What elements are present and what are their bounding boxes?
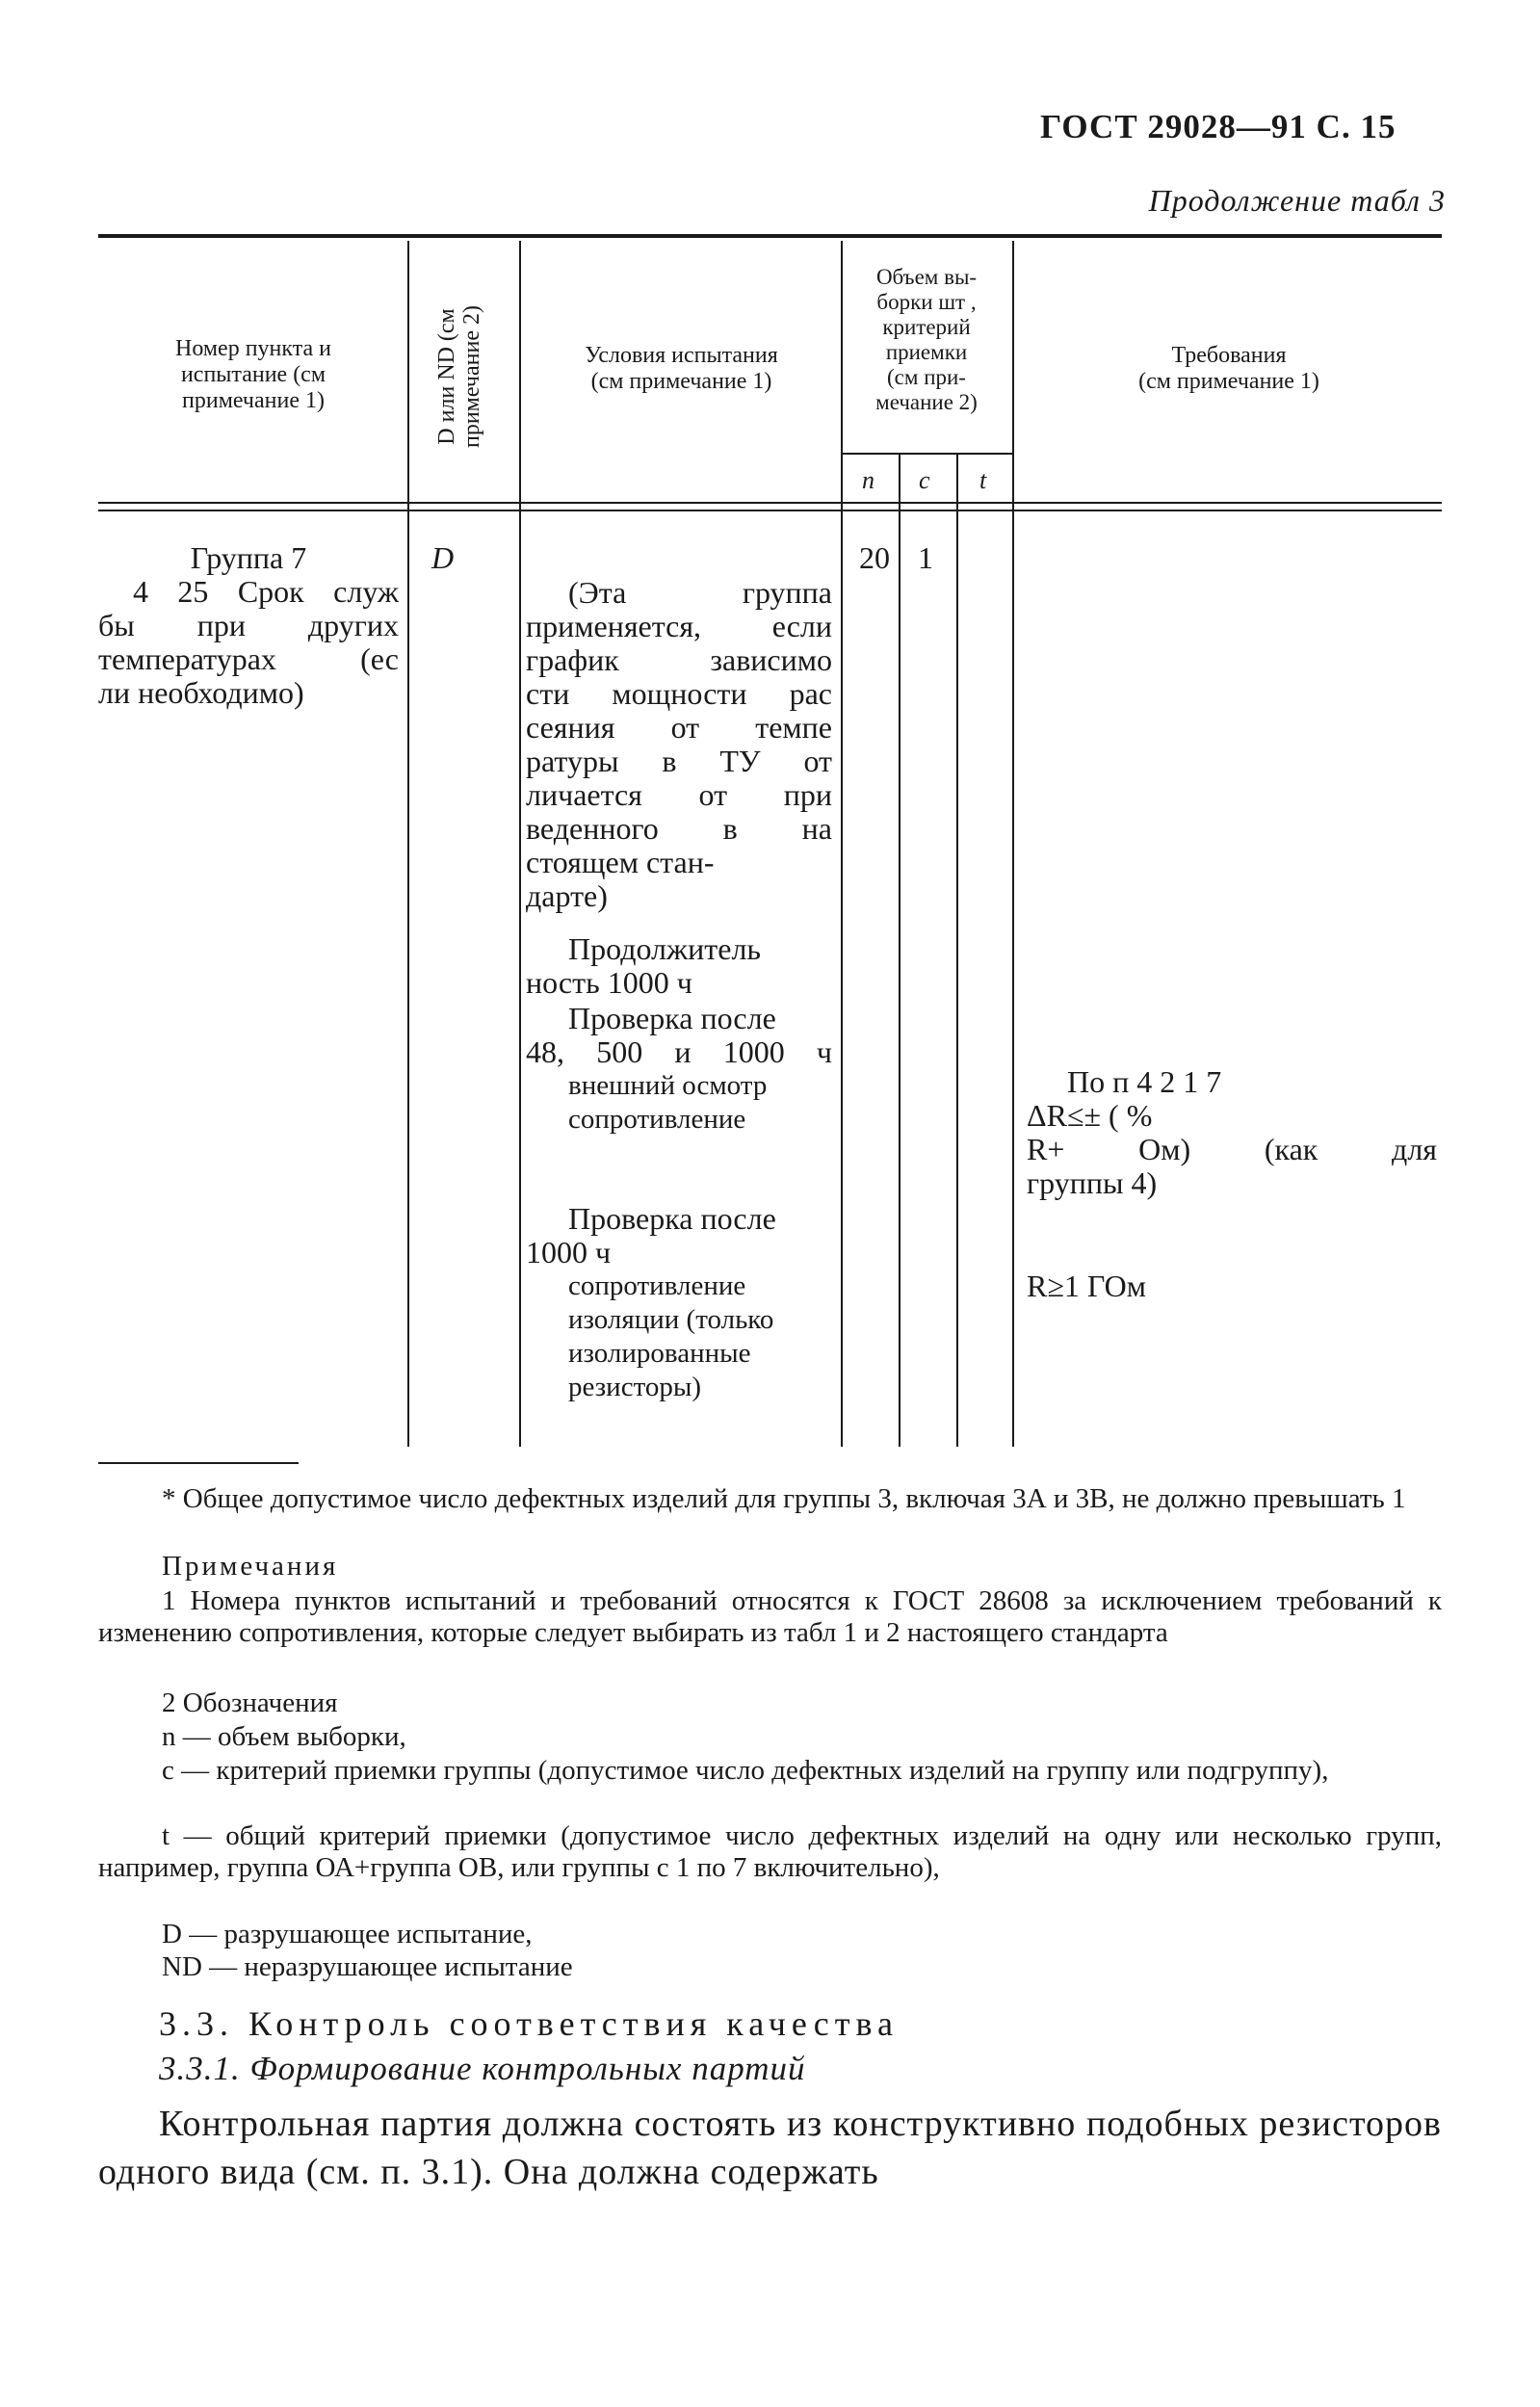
conditions-line: ность 1000 ч (526, 965, 692, 1000)
conditions-line: изоляции (только (568, 1304, 774, 1335)
conditions-line: Проверка после (568, 1001, 776, 1035)
col-header-sample-line: критерий (882, 315, 971, 339)
section-heading: 3.3. Контроль соответствия качества (159, 2004, 899, 2043)
col-header-item-line: испытание (см (180, 362, 326, 387)
conditions-line: Продолжитель (568, 931, 761, 966)
row-sample-c: 1 (918, 540, 933, 575)
conditions-line: дарте) (526, 878, 608, 913)
conditions-line: внешний осмотр (568, 1070, 768, 1101)
col-divider-c (956, 453, 958, 1447)
row-item-line: бы при других (98, 608, 399, 642)
col-header-requirements-line: Требования (1171, 343, 1287, 368)
sample-subheader-rule (841, 453, 1012, 455)
subsection-heading: 3.3.1. Формирование контрольных партий (159, 2050, 806, 2087)
requirements-line: По п 4 2 1 7 (1067, 1064, 1222, 1099)
row-requirements-resistance (1027, 1065, 1437, 1200)
note-2-c: c — критерий приемки группы (допустимое число дефектных изделий на группу или подгруппу), (162, 1755, 1329, 1786)
table-top-rule (98, 234, 1442, 238)
note-2-n: n — объем выборки, (162, 1721, 406, 1752)
col-header-dnd (434, 261, 492, 492)
col-header-item-line: примечание 1) (182, 388, 325, 413)
row-item-line: температурах (ес (98, 641, 399, 676)
conditions-line: 48, 500 и 1000 ч (526, 1034, 832, 1069)
note-2-nd: ND — неразрушающее испытание (162, 1951, 573, 1982)
col-divider-4 (1012, 241, 1014, 1447)
body-paragraph: Контрольная партия должна состоять из конструктивно подобных резисторов одного вида (см. п. 3.1). Она должна содержать (98, 2104, 1442, 2192)
col-header-sample-line: приемки (885, 340, 968, 364)
note-1: 1 Номера пунктов испытаний и требований относятся к ГОСТ 28608 за исключением требований к изменению сопротивления, которые следует выбирать из табл 1 и 2 настоящего стандарта (98, 1585, 1442, 1648)
col-header-item-line: Номер пункта и (174, 336, 332, 361)
col-header-dnd-line: примечание 2) (459, 305, 484, 448)
row-dnd-cell: D (431, 540, 455, 575)
conditions-line: Проверка после (568, 1201, 776, 1236)
col-header-conditions-line: Условия испытания (585, 343, 778, 368)
col-header-c: c (919, 466, 930, 494)
header-rule-1 (98, 502, 1442, 504)
col-header-sample-line: мечание 2) (875, 390, 978, 414)
col-header-requirements-line: (см примечание 1) (1138, 369, 1319, 394)
table-continuation: Продолжение табл 3 (1148, 183, 1446, 218)
row-conditions-measure-1 (568, 1069, 832, 1137)
conditions-line: сти мощности рас (526, 676, 832, 711)
col-divider-3 (841, 241, 843, 1447)
note-2-t: t — общий критерий приемки (допустимое число дефектных изделий на одну или несколько групп, например, группа ОА+группа ОВ, или группы с 1 по 7 включительно), (98, 1820, 1442, 1883)
conditions-line: (Эта группа (568, 575, 832, 610)
row-item-cell (98, 541, 399, 710)
col-header-sample-line: Объем вы- (875, 265, 978, 289)
col-header-dnd-line: D или ND (см (434, 308, 459, 445)
conditions-line: стоящем стан- (526, 845, 715, 879)
footnote: * Общее допустимое число дефектных изделий для группы 3, включая 3А и 3В, не должно превышать 1 (162, 1483, 1406, 1514)
row-sample-n: 20 (859, 540, 890, 575)
row-conditions-measure-2 (568, 1269, 832, 1404)
conditions-line: ратуры в ТУ от (526, 744, 832, 778)
row-requirements-insulation: R≥1 ГОм (1027, 1269, 1146, 1303)
col-header-sample-line: (см при- (887, 365, 966, 389)
row-item-line: ли необходимо) (98, 675, 304, 710)
col-header-sample-line: борки шт , (876, 290, 977, 314)
col-header-n: n (862, 466, 874, 494)
row-conditions-check-2 (526, 1202, 832, 1269)
col-header-t: t (979, 466, 987, 494)
conditions-line: сеяния от темпе (526, 710, 832, 745)
row-item-line: 4 25 Срок служ (133, 574, 399, 609)
row-conditions-note (526, 576, 832, 913)
conditions-line: веденного в на (526, 811, 832, 846)
row-item-line: Группа 7 (190, 540, 307, 575)
row-conditions-check-1 (526, 1002, 832, 1069)
conditions-line: сопротивление (568, 1270, 746, 1301)
col-header-requirements (1019, 343, 1439, 395)
col-header-conditions (525, 343, 838, 395)
conditions-line: резисторы) (568, 1372, 702, 1402)
col-divider-1 (407, 241, 409, 1447)
col-divider-2 (519, 241, 521, 1447)
row-conditions-duration (526, 932, 832, 1000)
notes-title: Примечания (162, 1551, 339, 1582)
conditions-line: применяется, если (526, 609, 832, 643)
note-2-d: D — разрушающее испытание, (162, 1919, 533, 1949)
conditions-line: сопротивление (568, 1104, 746, 1135)
conditions-line: изолированные (568, 1338, 751, 1369)
requirements-line: ΔR≤± ( % (1027, 1098, 1153, 1133)
requirements-line: группы 4) (1027, 1165, 1158, 1200)
header-rule-2 (98, 510, 1442, 511)
note-2-title: 2 Обозначения (162, 1688, 338, 1718)
col-header-conditions-line: (см примечание 1) (590, 369, 772, 394)
requirements-line: R+ Ом) (как для (1027, 1132, 1437, 1166)
page-header: ГОСТ 29028—91 С. 15 (1040, 108, 1396, 145)
conditions-line: график зависимо (526, 642, 832, 677)
conditions-line: 1000 ч (526, 1235, 612, 1269)
col-header-item (106, 336, 401, 414)
col-header-sample (844, 265, 1009, 415)
conditions-line: личается от при (526, 777, 832, 812)
col-divider-n (899, 453, 901, 1447)
footnote-rule (98, 1462, 299, 1464)
